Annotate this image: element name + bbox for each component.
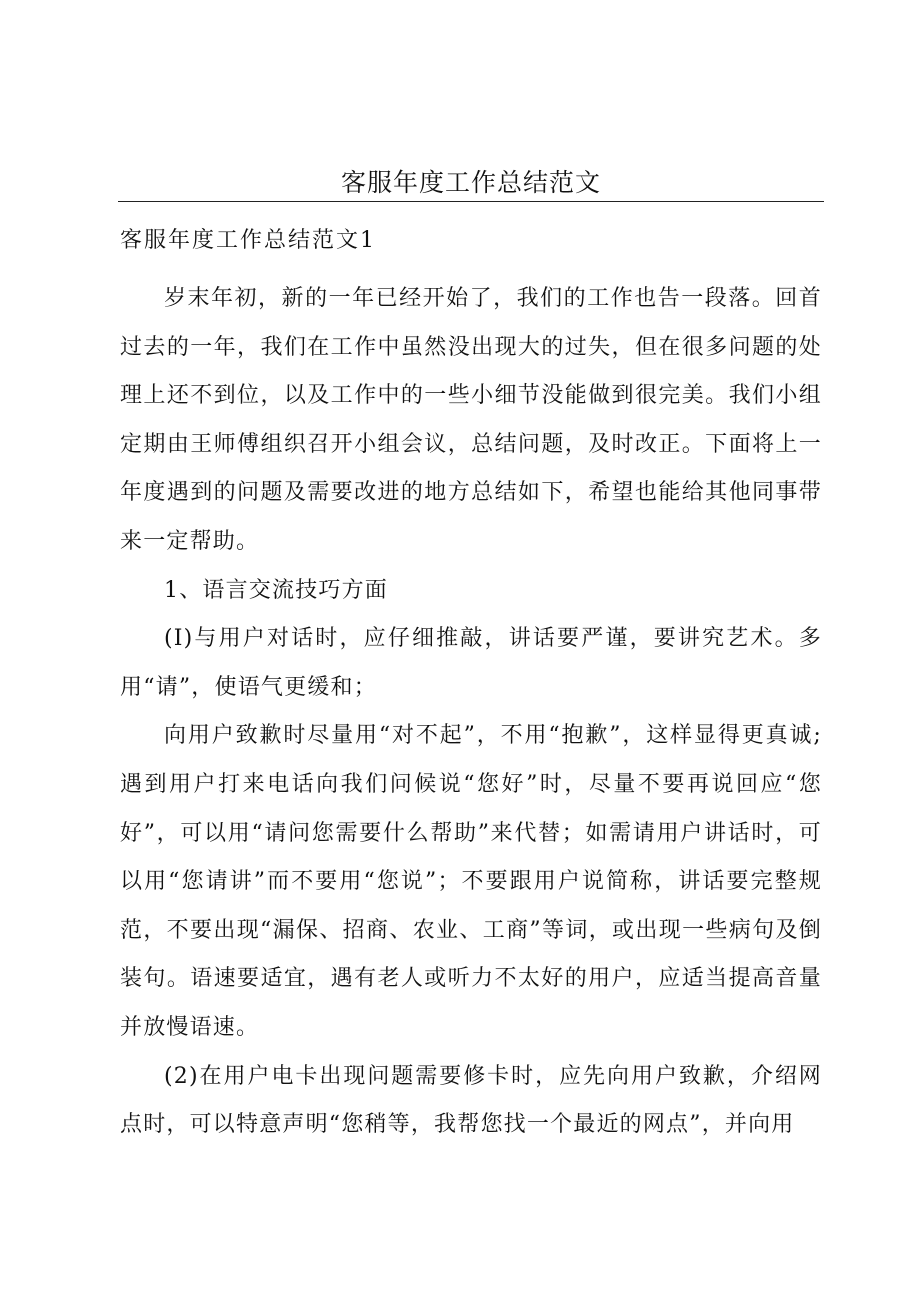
paragraph-intro: 岁末年初，新的一年已经开始了，我们的工作也告一段落。回首过去的一年，我们在工作中虽然没出现大的过失，但在很多问题的处理上还不到位，以及工作中的一些小细节没能做到很完美。我们小组定期由王师傅组织召开小组会议，总结问题，及时改正。下面将上一年度遇到的问题及需要改进的地方总结如下，希望也能给其他同事带来一定帮助。 xyxy=(120,286,822,554)
paragraph-apology: 向用户致歉时尽量用“对不起”，不用“抱歉”，这样显得更真诚;遇到用户打来电话向我们问候说“您好”时，尽量不要再说回应“您好”，可以用“请问您需要什么帮助”来代替；如需请用户讲话时，可以用“您请讲”而不要用“您说”；不要跟用户说简称，讲话要完整规范，不要出现“漏保、招商、农业、工商”等词，或出现一些病句及倒装句。语速要适宜，遇有老人或听力不太好的用户，应适当提高音量并放慢语速。 xyxy=(120,723,822,1040)
paragraph-subheading-language: 1、语言交流技巧方面 xyxy=(164,577,388,603)
section-heading: 客服年度工作总结范文1 xyxy=(120,228,376,253)
title-underline xyxy=(118,201,824,202)
document-title: 客服年度工作总结范文 xyxy=(340,168,601,197)
paragraph-item-1: (I)与用户对话时，应仔细推敲，讲话要严谨，要讲究艺术。多用“请”，使语气更缓和； xyxy=(120,626,822,700)
body-text xyxy=(120,275,822,1150)
paragraph-item-2: (2)在用户电卡出现问题需要修卡时，应先向用户致歉，介绍网点时，可以特意声明“您稍等，我帮您找一个最近的网点”，并向用 xyxy=(120,1063,822,1138)
